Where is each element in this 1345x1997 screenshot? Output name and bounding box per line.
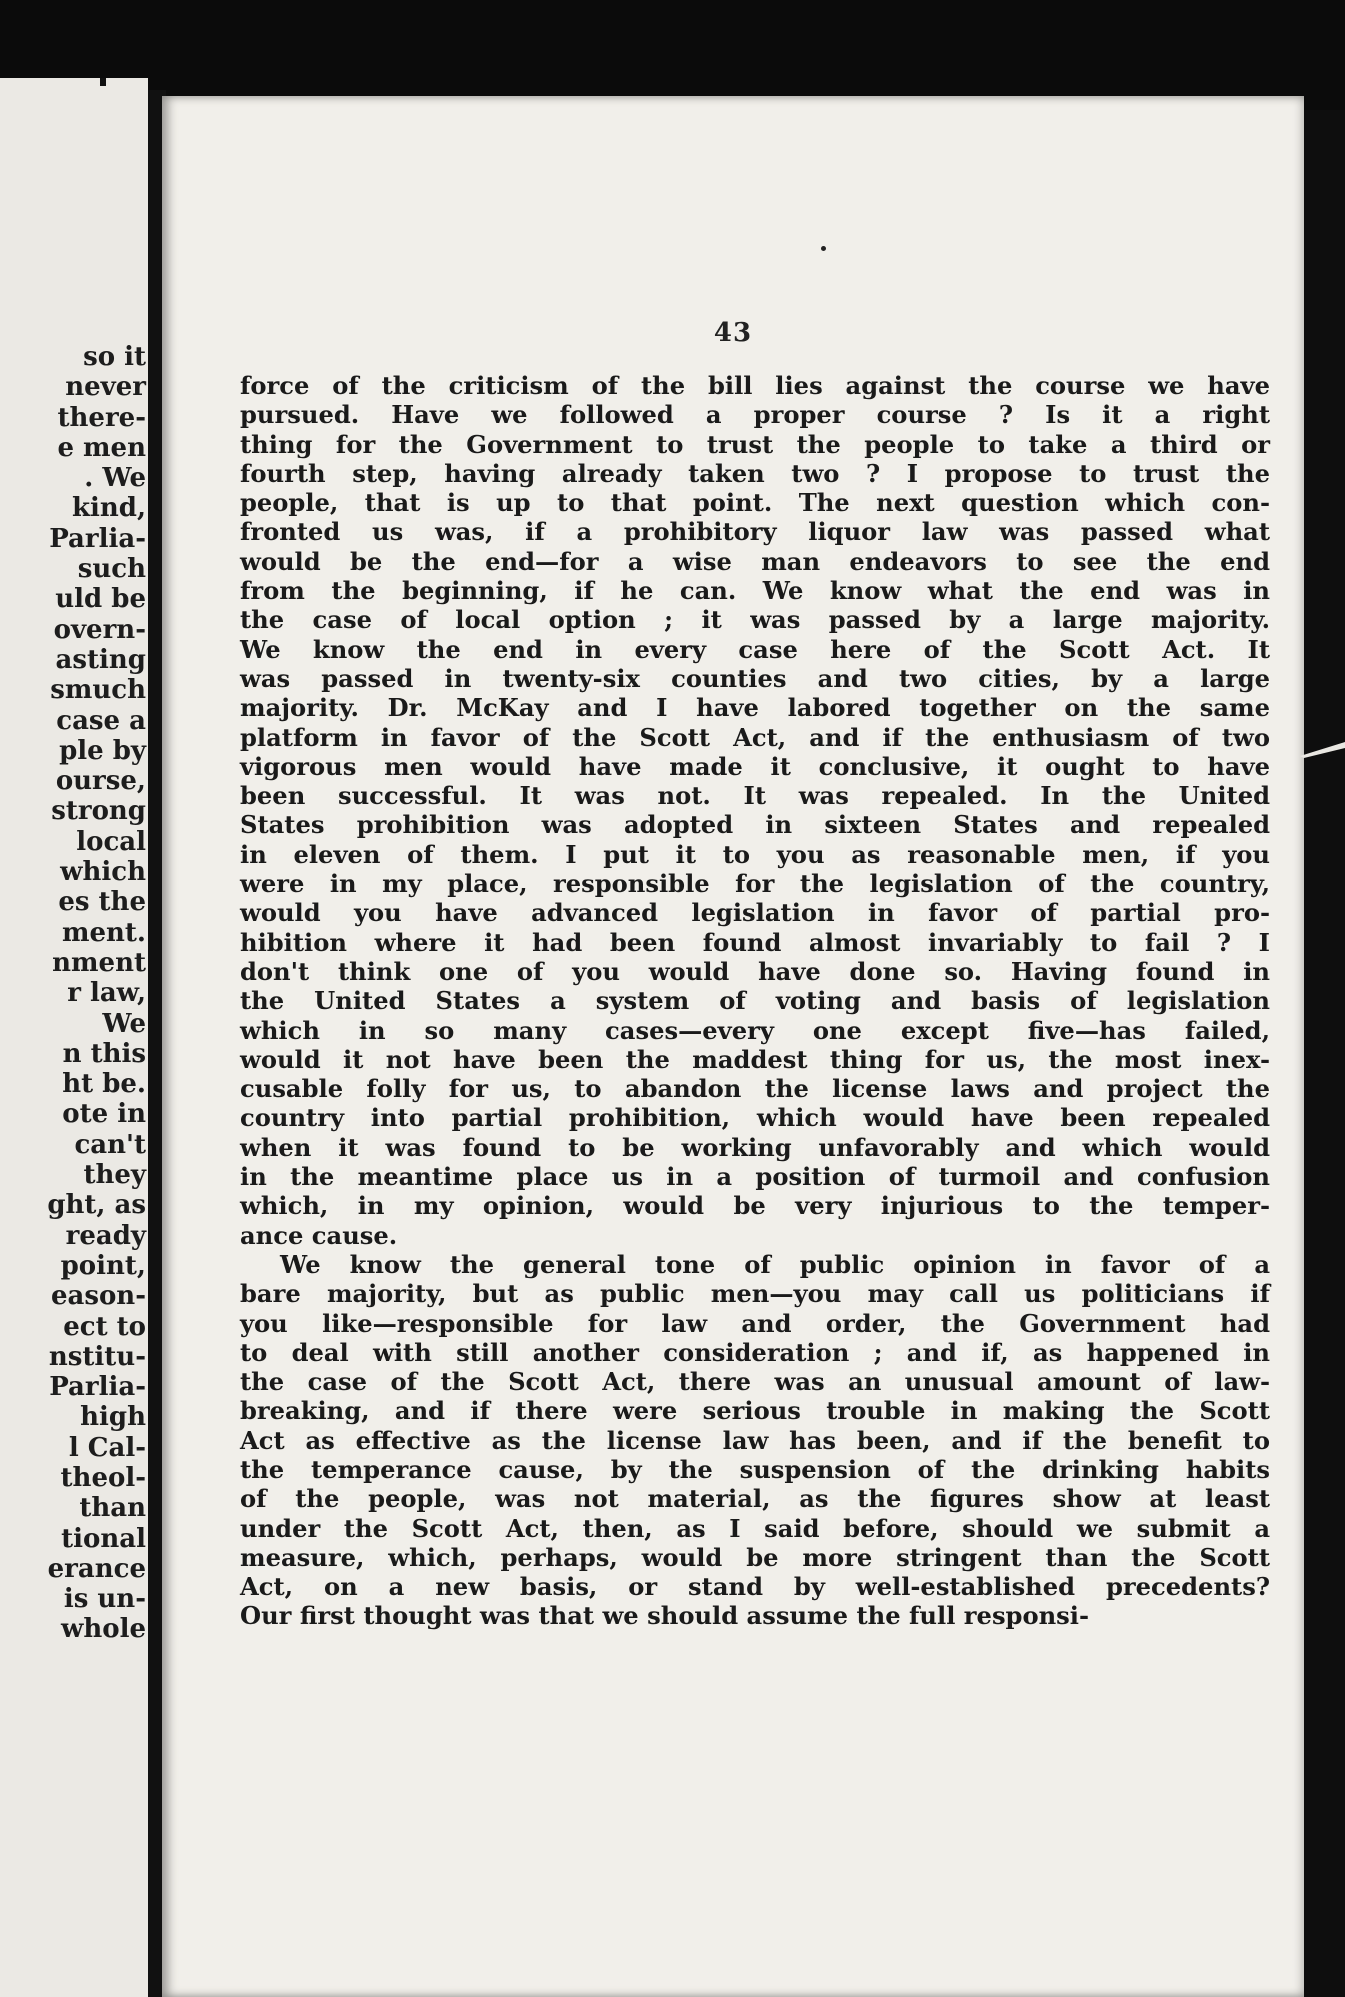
text-line: Act, on a new basis, or stand by well-established precedents?	[240, 1572, 1270, 1602]
text-line-fragment: such	[77, 554, 146, 585]
text-line: breaking, and if there were serious trouble in making the Scott	[240, 1396, 1270, 1426]
text-line-fragment: ote in	[62, 1099, 146, 1130]
text-line: platform in favor of the Scott Act, and if the enthusiasm of two	[240, 722, 1270, 752]
text-line-fragment: high	[80, 1402, 146, 1433]
text-line: was passed in twenty-six counties and two cities, by a large	[240, 663, 1270, 693]
text-line-fragment: kind,	[71, 493, 146, 524]
previous-page	[0, 78, 148, 1997]
text-line-fragment: smuch	[50, 675, 146, 706]
text-line: measure, which, perhaps, would be more stringent than the Scott	[240, 1542, 1270, 1572]
text-line-fragment: l Cal-	[68, 1432, 146, 1463]
text-line: of the people, was not material, as the figures show at least	[240, 1484, 1270, 1514]
text-line: pursued. Have we followed a proper course ? Is it a right	[240, 400, 1270, 430]
text-line-fragment: asting	[55, 644, 146, 675]
text-line: in the meantime place us in a position of turmoil and confusion	[240, 1162, 1270, 1192]
page-corner-fold	[1300, 742, 1345, 758]
text-line: which in so many cases—every one except five—has failed,	[240, 1015, 1270, 1045]
text-line: Our first thought was that we should assume the full responsi-	[240, 1601, 1090, 1631]
previous-page-line-ends	[0, 342, 146, 1645]
text-line-fragment: ourse,	[55, 766, 146, 797]
text-line-fragment: uld be	[55, 584, 146, 615]
text-line: ance cause.	[240, 1220, 398, 1250]
text-line-fragment: ready	[65, 1220, 146, 1251]
text-line-fragment: they	[83, 1160, 146, 1191]
text-line: hibition where it had been found almost invariably to fail ? I	[240, 927, 1270, 957]
text-line-fragment: so it	[83, 342, 146, 372]
text-line-fragment: nstitu-	[48, 1341, 146, 1372]
text-line: fronted us was, if a prohibitory liquor law was passed what	[240, 517, 1270, 547]
text-line-fragment: tional	[61, 1523, 146, 1554]
text-line: which, in my opinion, would be very injurious to the temper-	[240, 1191, 1270, 1221]
text-line-fragment: erance	[47, 1553, 146, 1584]
text-line-fragment: overn-	[53, 614, 146, 645]
text-line-fragment: there-	[57, 402, 146, 433]
text-line: vigorous men would have made it conclusive, it ought to have	[240, 751, 1270, 781]
ink-speck	[821, 246, 826, 251]
text-line: force of the criticism of the bill lies against the course we have	[240, 371, 1270, 400]
text-line: when it was found to be working unfavorably and which would	[240, 1132, 1270, 1162]
text-line: would be the end—for a wise man endeavors to see the end	[240, 546, 1270, 576]
ink-speck	[100, 78, 106, 86]
text-line: were in my place, responsible for the legislation of the country,	[240, 869, 1270, 899]
text-line-fragment: Parlia-	[49, 523, 146, 554]
text-line-fragment: . We	[84, 463, 146, 494]
text-line-fragment: is un-	[63, 1584, 146, 1615]
text-line: thing for the Government to trust the people to take a third or	[240, 429, 1270, 459]
text-line: the United States a system of voting and basis of legislation	[240, 986, 1270, 1016]
text-line: fourth step, having already taken two ? I propose to trust the	[240, 458, 1270, 488]
text-line-fragment: which	[60, 857, 146, 888]
text-line: bare majority, but as public men—you may call us politicians if	[240, 1279, 1270, 1309]
text-line: the case of the Scott Act, there was an unusual amount of law-	[240, 1367, 1270, 1397]
text-line-fragment: strong	[51, 796, 146, 827]
text-line-fragment: n this	[62, 1038, 146, 1069]
text-line: would you have advanced legislation in favor of partial pro-	[240, 898, 1270, 928]
page-body-text	[240, 371, 1270, 1631]
text-line-fragment: nment	[52, 947, 146, 978]
page-edge-background	[1304, 110, 1345, 1997]
text-line-fragment: point,	[60, 1250, 146, 1281]
text-line: don't think one of you would have done so. Having found in	[240, 956, 1270, 986]
text-line: you like—responsible for law and order, the Government had	[240, 1308, 1270, 1338]
text-line: Act as effective as the license law has been, and if the benefit to	[240, 1425, 1270, 1455]
text-line: country into partial prohibition, which would have been repealed	[240, 1103, 1270, 1133]
text-line-fragment: e men	[57, 432, 146, 463]
text-line-fragment: We	[102, 1008, 146, 1039]
text-line-fragment: eason-	[50, 1281, 146, 1312]
text-line: cusable folly for us, to abandon the license laws and project the	[240, 1074, 1270, 1104]
text-line-fragment: can't	[74, 1129, 146, 1160]
text-line-fragment: local	[76, 826, 146, 857]
text-line: under the Scott Act, then, as I said before, should we submit a	[240, 1513, 1270, 1543]
text-line-fragment: whole	[60, 1614, 146, 1645]
text-line-fragment: never	[65, 372, 146, 403]
text-line-fragment: case a	[56, 705, 146, 736]
text-line: from the beginning, if he can. We know what the end was in	[240, 576, 1270, 606]
text-line: the temperance cause, by the suspension of the drinking habits	[240, 1454, 1270, 1484]
text-line: would it not have been the maddest thing for us, the most inex-	[240, 1044, 1270, 1074]
text-line-fragment: than	[79, 1493, 146, 1524]
text-line-fragment: r law,	[67, 978, 146, 1009]
text-line-fragment: ment.	[61, 917, 146, 948]
text-line: in eleven of them. I put it to you as reasonable men, if you	[240, 839, 1270, 869]
text-line: been successful. It was not. It was repealed. In the United	[240, 781, 1270, 811]
text-line: people, that is up to that point. The next question which con-	[240, 488, 1270, 518]
text-line: We know the end in every case here of the Scott Act. It	[240, 634, 1270, 664]
text-line-fragment: ect to	[63, 1311, 146, 1342]
page	[162, 96, 1304, 1997]
text-line: States prohibition was adopted in sixteen States and repealed	[240, 810, 1270, 840]
text-line-fragment: theol-	[60, 1462, 146, 1493]
text-line: the case of local option ; it was passed by a large majority.	[240, 605, 1270, 635]
text-line-fragment: ht be.	[62, 1069, 146, 1100]
text-line: majority. Dr. McKay and I have labored together on the same	[240, 693, 1270, 723]
text-line: We know the general tone of public opinion in favor of a	[280, 1249, 1270, 1279]
text-line-fragment: ple by	[59, 735, 146, 766]
text-line-fragment: ght, as	[47, 1190, 146, 1221]
text-line: to deal with still another consideration ; and if, as happened in	[240, 1337, 1270, 1367]
text-line-fragment: Parlia-	[49, 1372, 146, 1403]
page-number: 43	[713, 318, 753, 348]
text-line-fragment: es the	[58, 887, 146, 918]
